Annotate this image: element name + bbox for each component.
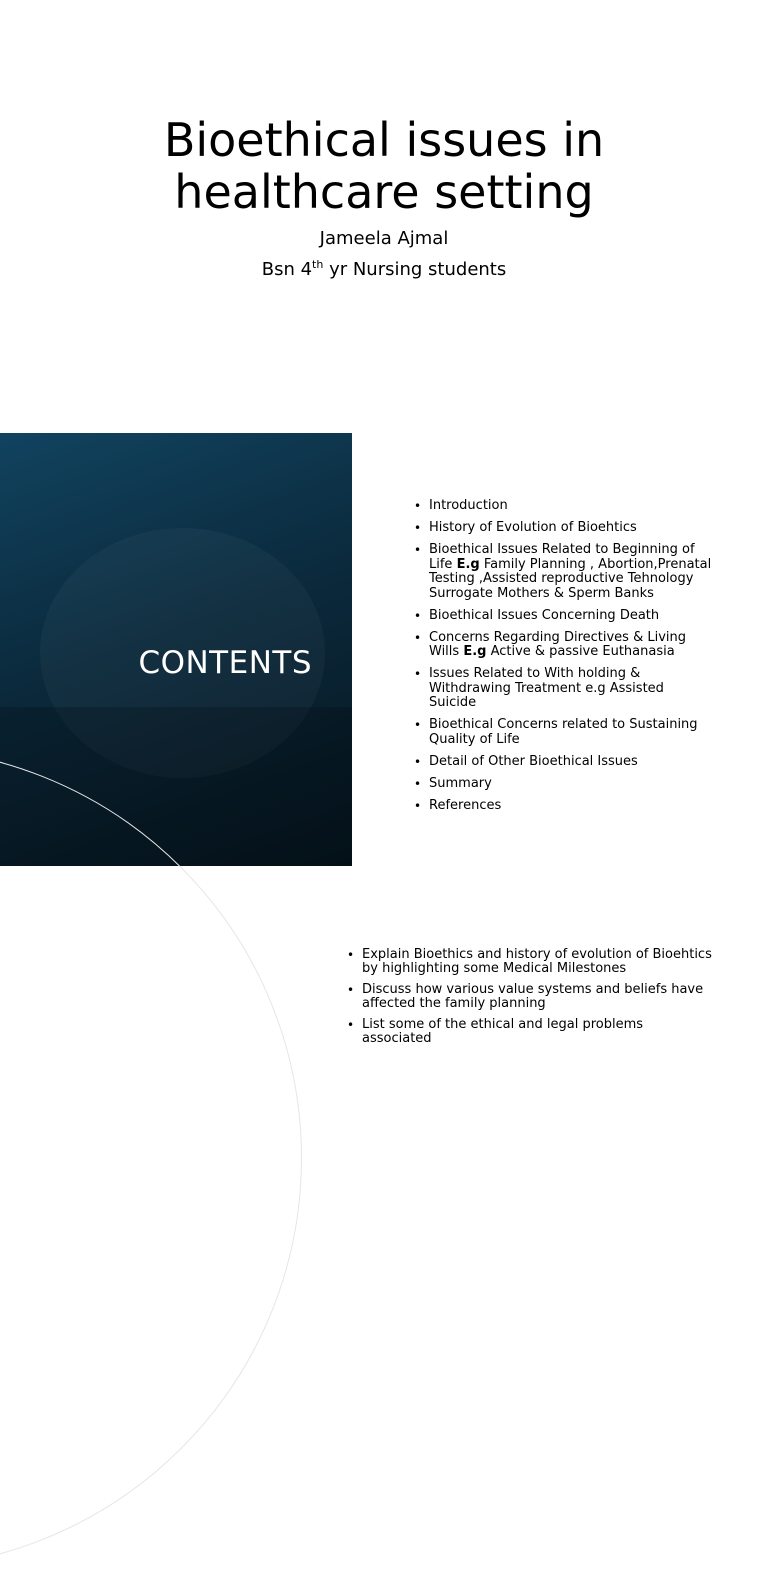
course-superscript: th	[312, 258, 324, 271]
item-text: Concerns Regarding Directives & Living Wills	[429, 629, 686, 659]
item-text: Bioethical Issues Concerning Death	[429, 607, 660, 623]
item-text: Summary	[429, 775, 492, 791]
contents-item	[412, 521, 712, 536]
decorative-arc	[0, 747, 302, 1569]
objective-item: • List some of the ethical and legal problems associated	[345, 1018, 715, 1046]
contents-item	[412, 667, 712, 711]
course-prefix: Bsn 4	[261, 259, 313, 280]
course-line	[0, 258, 768, 280]
item-text: History of Evolution of Bioehtics	[429, 520, 637, 535]
course-suffix: yr Nursing students	[323, 259, 507, 280]
contents-item	[412, 609, 712, 624]
item-text: Bioethical Issues Related to Beginning of Life	[429, 542, 695, 572]
item-text: References	[429, 797, 502, 813]
author-name: Jameela Ajmal	[319, 228, 449, 249]
title-line-2: healthcare setting	[174, 165, 594, 219]
objective-item: • Explain Bioethics and history of evolution of Bioehtics by highlighting some Medical Milestones	[345, 948, 715, 976]
contents-heading: CONTENTS	[138, 645, 312, 681]
item-text: Issues Related to With holding & Withdrawing Treatment e.g Assisted Suicide	[429, 666, 664, 710]
item-text: Detail of Other Bioethical Issues	[429, 753, 638, 769]
item-bold: E.g	[456, 556, 480, 572]
item-bold: E.g	[463, 644, 487, 659]
contents-item	[412, 718, 712, 747]
contents-item	[412, 777, 712, 792]
contents-item	[412, 499, 712, 514]
item-text-rest: Active & passive Euthanasia	[486, 644, 675, 659]
item-text: Bioethical Concerns related to Sustaining Quality of Life	[429, 717, 698, 747]
objectives-slide	[0, 867, 768, 1046]
contents-item	[412, 755, 712, 770]
contents-item	[412, 631, 712, 660]
title-slide	[0, 0, 768, 432]
item-text-rest: Family Planning , Abortion,Prenatal Testing ,Assisted reproductive Tehnology Surrogate Mothers & Sperm Banks	[429, 556, 712, 601]
item-text: Introduction	[429, 498, 508, 513]
contents-item	[412, 543, 712, 601]
objectives-list	[345, 948, 715, 1053]
objective-item: • Discuss how various value systems and beliefs have affected the family planning	[345, 983, 715, 1011]
contents-item	[412, 799, 712, 814]
presentation-title	[0, 114, 768, 218]
contents-slide	[0, 433, 768, 866]
contents-list	[412, 499, 712, 821]
title-line-1: Bioethical issues in	[163, 113, 605, 167]
